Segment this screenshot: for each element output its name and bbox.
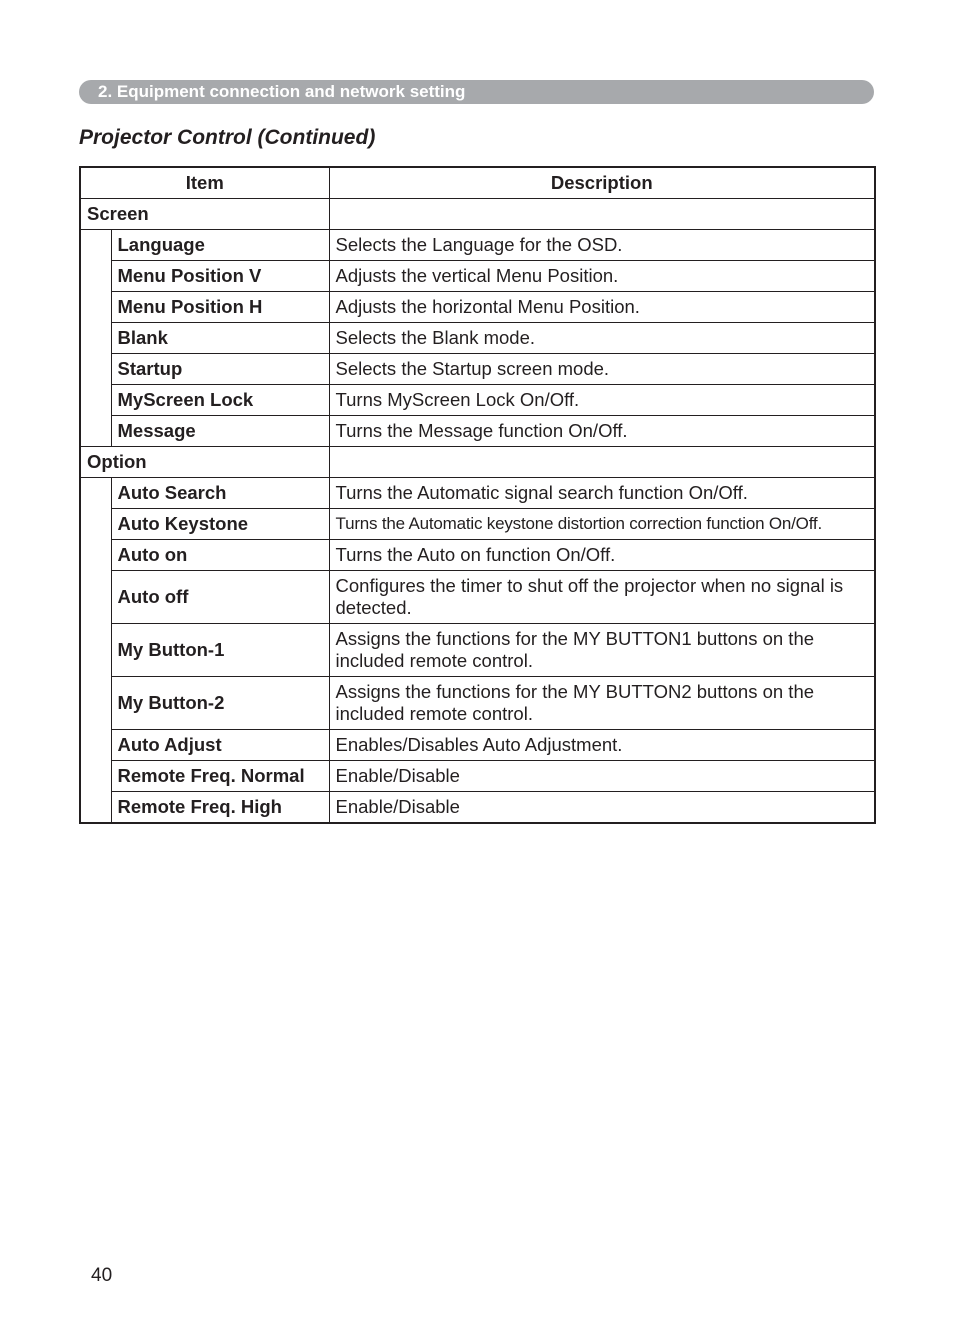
item-description: Selects the Blank mode.	[329, 323, 875, 354]
item-description: Assigns the functions for the MY BUTTON1 buttons on the included remote control.	[329, 624, 875, 677]
item-name: Auto Keystone	[111, 509, 329, 540]
item-name: My Button-2	[111, 677, 329, 730]
item-name: Message	[111, 416, 329, 447]
item-description: Turns the Automatic keystone distortion correction function On/Off.	[329, 509, 875, 540]
item-name: Auto Search	[111, 478, 329, 509]
table-row	[80, 385, 875, 416]
item-description: Turns the Message function On/Off.	[329, 416, 875, 447]
item-name: Auto off	[111, 571, 329, 624]
group-label: Option	[80, 447, 329, 478]
table-row	[80, 230, 875, 261]
table-row	[80, 292, 875, 323]
item-description: Assigns the functions for the MY BUTTON2 buttons on the included remote control.	[329, 677, 875, 730]
item-description: Adjusts the horizontal Menu Position.	[329, 292, 875, 323]
table-row	[80, 624, 875, 677]
item-name: Remote Freq. Normal	[111, 761, 329, 792]
header-item: Item	[80, 167, 329, 199]
table-row	[80, 509, 875, 540]
item-name: Remote Freq. High	[111, 792, 329, 824]
item-name: Startup	[111, 354, 329, 385]
header-description: Description	[329, 167, 875, 199]
item-name: Auto Adjust	[111, 730, 329, 761]
item-description: Turns the Automatic signal search function On/Off.	[329, 478, 875, 509]
item-description: Selects the Startup screen mode.	[329, 354, 875, 385]
item-description: Enable/Disable	[329, 792, 875, 824]
table-row	[80, 323, 875, 354]
table-row	[80, 730, 875, 761]
table-row	[80, 354, 875, 385]
table-row	[80, 478, 875, 509]
item-description: Enable/Disable	[329, 761, 875, 792]
page-number: 40	[91, 1265, 113, 1286]
item-name: Menu Position H	[111, 292, 329, 323]
group-row-screen	[80, 199, 875, 230]
item-description: Turns MyScreen Lock On/Off.	[329, 385, 875, 416]
item-description: Adjusts the vertical Menu Position.	[329, 261, 875, 292]
item-name: My Button-1	[111, 624, 329, 677]
item-name: Language	[111, 230, 329, 261]
table-header-row	[80, 167, 875, 199]
item-description: Selects the Language for the OSD.	[329, 230, 875, 261]
group-indent	[80, 478, 111, 824]
table-row	[80, 571, 875, 624]
group-label: Screen	[80, 199, 329, 230]
item-description: Turns the Auto on function On/Off.	[329, 540, 875, 571]
projector-control-table	[79, 166, 876, 824]
item-description: Configures the timer to shut off the projector when no signal is detected.	[329, 571, 875, 624]
section-header-bar: 2. Equipment connection and network setting	[79, 80, 874, 104]
item-name: Menu Position V	[111, 261, 329, 292]
table-row	[80, 677, 875, 730]
item-description: Enables/Disables Auto Adjustment.	[329, 730, 875, 761]
table-row	[80, 761, 875, 792]
item-name: Auto on	[111, 540, 329, 571]
table-row	[80, 792, 875, 824]
table-row	[80, 261, 875, 292]
page-title: Projector Control (Continued)	[79, 126, 376, 149]
group-description-empty	[329, 447, 875, 478]
group-row-option	[80, 447, 875, 478]
item-name: MyScreen Lock	[111, 385, 329, 416]
table-row	[80, 540, 875, 571]
item-name: Blank	[111, 323, 329, 354]
group-description-empty	[329, 199, 875, 230]
table-row	[80, 416, 875, 447]
group-indent	[80, 230, 111, 447]
